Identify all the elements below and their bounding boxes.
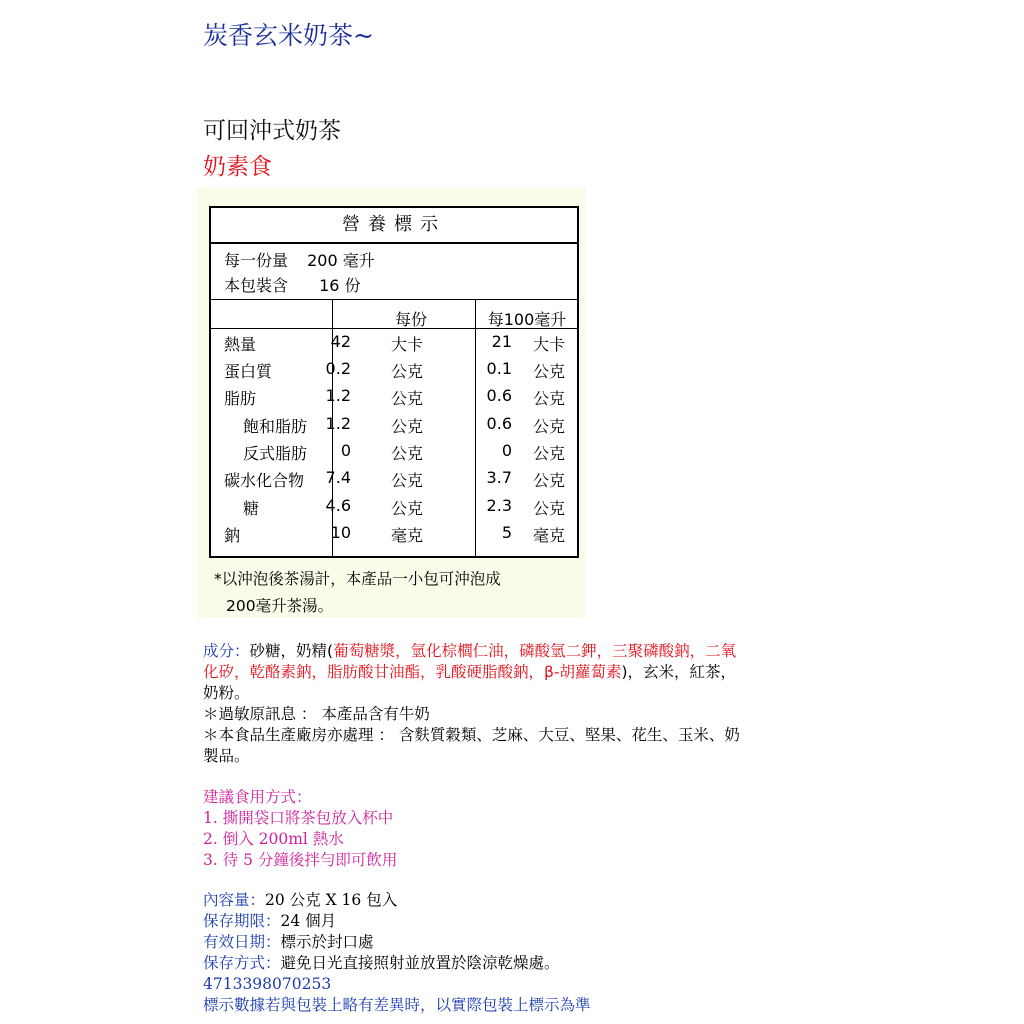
unit: 毫克 [391, 526, 424, 545]
nutrition-footnote [214, 566, 579, 620]
serving-size [224, 248, 375, 271]
nutrition-table [209, 206, 579, 558]
unit: 公克 [391, 471, 424, 490]
unit: 公克 [391, 389, 424, 408]
content-label: 內容量： [203, 891, 266, 909]
nutrient-name: 蛋白質 [224, 362, 273, 381]
storage-label: 保存方式： [203, 954, 281, 972]
nutrition-row [211, 386, 577, 413]
disclaimer: 標示數據若與包裝上略有差異時，以實際包裝上標示為準 [203, 996, 591, 1014]
content-value: 20 公克 X 16 包入 [265, 891, 398, 909]
product-subtitle: 可回沖式奶茶 [203, 118, 341, 144]
value-per-100ml: 0.1 [486, 359, 512, 378]
allergen-info: ＊過敏原訊息 ： 本產品含有牛奶 [203, 705, 430, 723]
factory-info: ＊本食品生產廠房亦處理 ： 含麩質穀類、芝麻、大豆、堅果、花生、玉米、奶 [203, 726, 740, 744]
value-per-serving: 10 [330, 523, 351, 542]
value-per-serving: 4.6 [325, 496, 351, 515]
nutrition-row [211, 468, 577, 495]
nutrient-name: 糖 [243, 499, 260, 518]
nutrition-row [211, 523, 577, 550]
shelf-life-label: 保存期限： [203, 912, 281, 930]
value-per-serving: 7.4 [325, 468, 351, 487]
nutrition-row [211, 496, 577, 523]
nutrient-name: 反式脂肪 [243, 444, 308, 463]
unit: 公克 [533, 471, 566, 490]
unit: 大卡 [391, 335, 424, 354]
product-title: 炭香玄米奶茶~ [203, 21, 374, 50]
usage-section [203, 787, 828, 871]
nutrient-name: 碳水化合物 [224, 471, 305, 490]
nutrition-row [211, 359, 577, 386]
serving-label: 每一份量 [224, 251, 289, 270]
value-per-100ml: 0.6 [486, 414, 512, 433]
product-info-section [203, 890, 828, 1016]
nutrient-name: 熱量 [224, 335, 257, 354]
unit: 公克 [533, 499, 566, 518]
value-per-serving: 1.2 [325, 386, 351, 405]
unit: 公克 [391, 499, 424, 518]
ingredients-text: 砂糖，奶精( [249, 642, 334, 660]
serving-value: 200 毫升 [307, 251, 375, 270]
expiry-label: 有效日期： [203, 933, 281, 951]
nutrition-row [211, 414, 577, 441]
shelf-life-value: 24 個月 [280, 912, 337, 930]
value-per-serving: 1.2 [325, 414, 351, 433]
expiry-value: 標示於封口處 [280, 933, 374, 951]
nutrient-name: 脂肪 [224, 389, 257, 408]
nutrition-heading: 營養標示 [211, 208, 577, 244]
col-header-per-100ml: 每100毫升 [487, 310, 567, 329]
servings-per-pack [224, 273, 361, 296]
unit: 公克 [533, 362, 566, 381]
creamer-ingredients: 葡萄糖漿，氫化棕櫚仁油，磷酸氫二鉀，三聚磷酸鈉，二氧 [333, 642, 737, 660]
creamer-ingredients: 化矽，乾酪素鈉，脂肪酸甘油酯，乳酸硬脂酸鈉，β-胡蘿蔔素 [203, 663, 622, 681]
usage-step: 1. 撕開袋口將茶包放入杯中 [203, 809, 394, 827]
unit: 公克 [533, 444, 566, 463]
pack-label: 本包裝含 [224, 276, 289, 295]
usage-step: 2. 倒入 200ml 熱水 [203, 830, 344, 848]
ingredients-section [203, 641, 828, 767]
unit: 公克 [533, 389, 566, 408]
factory-info: 製品。 [203, 747, 250, 765]
pack-value: 16 份 [319, 276, 361, 295]
usage-step: 3. 待 5 分鐘後拌勻即可飲用 [203, 851, 398, 869]
value-per-serving: 0 [340, 441, 351, 460]
col-header-per-serving: 每份 [394, 310, 427, 329]
value-per-100ml: 3.7 [486, 468, 512, 487]
unit: 公克 [391, 444, 424, 463]
unit: 公克 [391, 417, 424, 436]
divider [211, 299, 577, 300]
nutrition-row [211, 441, 577, 468]
unit: 大卡 [533, 335, 566, 354]
value-per-100ml: 21 [491, 332, 512, 351]
unit: 公克 [533, 417, 566, 436]
ingredients-label: 成分： [203, 642, 250, 660]
nutrient-name: 飽和脂肪 [243, 417, 308, 436]
barcode-number: 4713398070253 [203, 975, 332, 993]
value-per-100ml: 0 [501, 441, 512, 460]
ingredients-text: 奶粉。 [203, 684, 250, 702]
diet-label: 奶素食 [203, 154, 272, 180]
storage-value: 避免日光直接照射並放置於陰涼乾燥處。 [280, 954, 560, 972]
nutrition-row [211, 332, 577, 359]
value-per-serving: 0.2 [325, 359, 351, 378]
footnote-line: *以沖泡後茶湯計，本產品一小包可沖泡成 [214, 570, 501, 588]
ingredients-text: )，玄米，紅茶， [621, 663, 737, 681]
unit: 公克 [391, 362, 424, 381]
unit: 毫克 [533, 526, 566, 545]
nutrient-name: 鈉 [224, 526, 241, 545]
usage-label: 建議食用方式： [203, 788, 312, 806]
footnote-line: 200毫升茶湯。 [226, 597, 334, 615]
value-per-serving: 42 [330, 332, 351, 351]
value-per-100ml: 2.3 [486, 496, 512, 515]
value-per-100ml: 5 [501, 523, 512, 542]
divider [211, 328, 577, 329]
value-per-100ml: 0.6 [486, 386, 512, 405]
